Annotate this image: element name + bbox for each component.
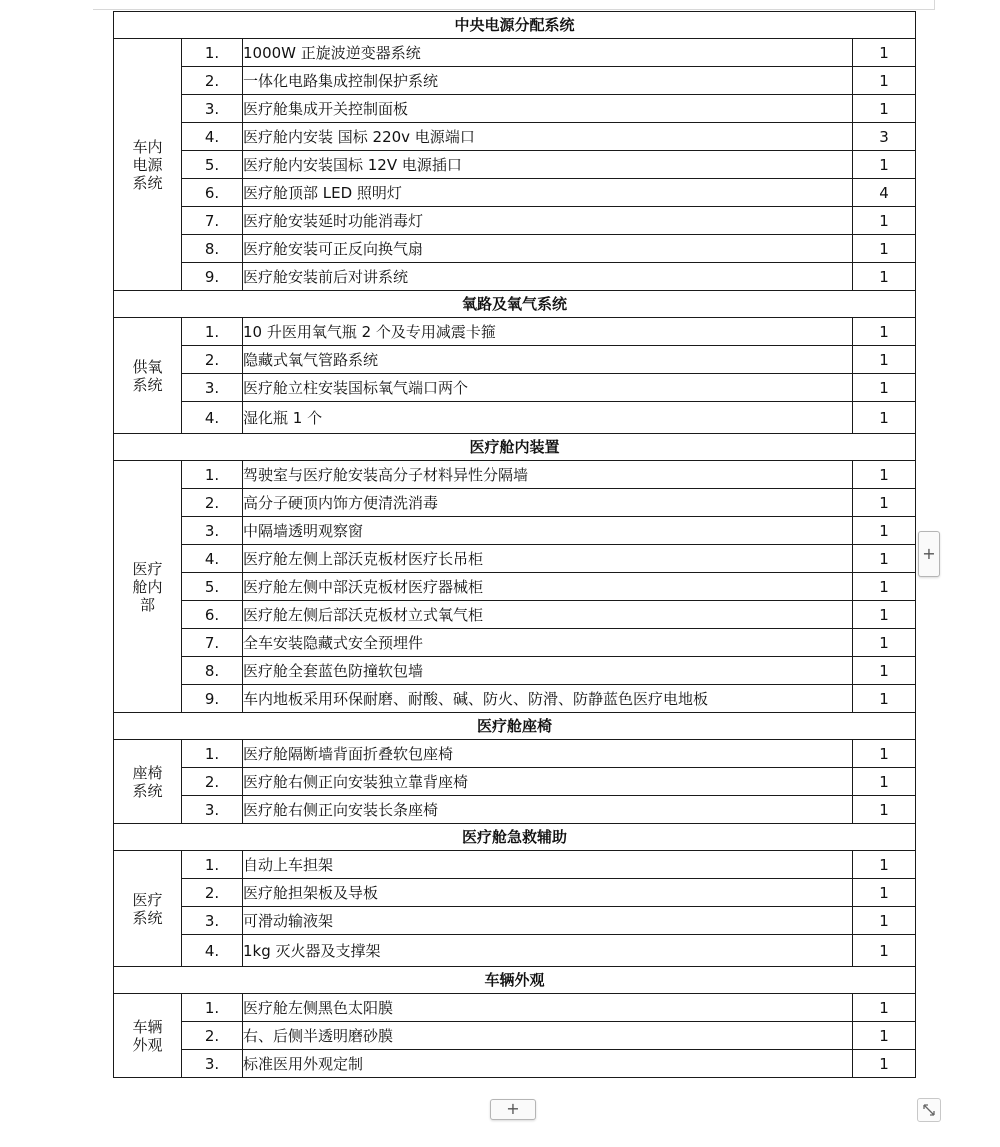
table-row [114,461,916,489]
item-name: 标准医用外观定制 [243,1050,853,1078]
item-quantity: 1 [853,318,916,346]
table-row [114,39,916,67]
item-quantity: 1 [853,994,916,1022]
item-quantity: 1 [853,95,916,123]
table-row [114,517,916,545]
table-row [114,573,916,601]
table-row [114,123,916,151]
item-quantity: 1 [853,207,916,235]
item-name: 医疗舱内安装 国标 220v 电源端口 [243,123,853,151]
item-quantity: 1 [853,740,916,768]
item-number: 2. [182,879,243,907]
item-name: 医疗舱右侧正向安装独立靠背座椅 [243,768,853,796]
item-number: 1. [182,461,243,489]
item-number: 4. [182,123,243,151]
item-number: 3. [182,517,243,545]
item-name: 高分子硬顶内饰方便清洗消毒 [243,489,853,517]
add-column-button[interactable]: + [918,531,940,577]
table-row [114,629,916,657]
item-name: 车内地板采用环保耐磨、耐酸、碱、防火、防滑、防静蓝色医疗电地板 [243,685,853,713]
item-name: 驾驶室与医疗舱安装高分子材料异性分隔墙 [243,461,853,489]
table-row [114,657,916,685]
item-name: 中隔墙透明观察窗 [243,517,853,545]
item-number: 8. [182,657,243,685]
table-row [114,935,916,967]
item-quantity: 1 [853,796,916,824]
item-quantity: 1 [853,768,916,796]
item-number: 2. [182,1022,243,1050]
item-quantity: 1 [853,601,916,629]
table-row [114,907,916,935]
category-cell [114,851,182,967]
table-row [114,851,916,879]
table-row [114,768,916,796]
item-number: 1. [182,39,243,67]
item-number: 9. [182,263,243,291]
item-quantity: 1 [853,851,916,879]
item-name: 医疗舱左侧中部沃克板材医疗器械柜 [243,573,853,601]
item-name: 一体化电路集成控制保护系统 [243,67,853,95]
category-label: 车内 电源 系统 [132,137,163,192]
item-number: 4. [182,545,243,573]
item-name: 可滑动输液架 [243,907,853,935]
item-name: 自动上车担架 [243,851,853,879]
item-quantity: 1 [853,67,916,95]
item-number: 9. [182,685,243,713]
item-number: 3. [182,796,243,824]
category-cell [114,740,182,824]
item-number: 5. [182,151,243,179]
item-number: 7. [182,207,243,235]
table-row [114,601,916,629]
item-name: 医疗舱左侧黑色太阳膜 [243,994,853,1022]
item-quantity: 1 [853,685,916,713]
item-name: 10 升医用氧气瓶 2 个及专用减震卡箍 [243,318,853,346]
item-number: 1. [182,740,243,768]
item-number: 3. [182,1050,243,1078]
table-row [114,545,916,573]
item-quantity: 1 [853,517,916,545]
category-cell [114,994,182,1078]
item-quantity: 1 [853,879,916,907]
table-row [114,67,916,95]
table-row [114,489,916,517]
item-quantity: 1 [853,489,916,517]
item-quantity: 1 [853,39,916,67]
item-number: 2. [182,768,243,796]
category-cell [114,318,182,434]
item-number: 1. [182,318,243,346]
item-quantity: 1 [853,235,916,263]
item-quantity: 1 [853,573,916,601]
item-quantity: 1 [853,1050,916,1078]
item-quantity: 1 [853,545,916,573]
page-top-edge [93,9,935,10]
item-name: 1000W 正旋波逆变器系统 [243,39,853,67]
table-row [114,740,916,768]
equipment-spec-table [113,11,916,1078]
section-title: 中央电源分配系统 [114,12,916,39]
section-header-row [114,12,916,39]
section-header-row [114,434,916,461]
item-number: 6. [182,179,243,207]
item-number: 4. [182,935,243,967]
item-name: 1kg 灭火器及支撑架 [243,935,853,967]
table-row [114,235,916,263]
item-name: 医疗舱隔断墙背面折叠软包座椅 [243,740,853,768]
item-number: 7. [182,629,243,657]
item-quantity: 4 [853,179,916,207]
resize-diagonal-icon [918,1099,940,1121]
item-name: 医疗舱安装前后对讲系统 [243,263,853,291]
item-quantity: 1 [853,263,916,291]
item-name: 医疗舱全套蓝色防撞软包墙 [243,657,853,685]
item-quantity: 1 [853,346,916,374]
section-header-row [114,291,916,318]
add-row-button[interactable]: + [490,1099,536,1120]
item-number: 4. [182,402,243,434]
category-label: 供氧 系统 [132,357,163,394]
table-row [114,263,916,291]
item-name: 医疗舱安装可正反向换气扇 [243,235,853,263]
table-row [114,402,916,434]
item-quantity: 1 [853,629,916,657]
item-quantity: 1 [853,461,916,489]
item-number: 8. [182,235,243,263]
category-cell [114,461,182,713]
item-quantity: 1 [853,374,916,402]
table-row [114,796,916,824]
item-name: 医疗舱顶部 LED 照明灯 [243,179,853,207]
item-quantity: 1 [853,657,916,685]
category-label: 车辆 外观 [132,1017,163,1054]
item-name: 医疗舱立柱安装国标氧气端口两个 [243,374,853,402]
table-row [114,1050,916,1078]
table-row [114,994,916,1022]
item-name: 医疗舱左侧上部沃克板材医疗长吊柜 [243,545,853,573]
table-row [114,151,916,179]
item-number: 2. [182,489,243,517]
table-row [114,95,916,123]
item-number: 2. [182,346,243,374]
item-name: 医疗舱集成开关控制面板 [243,95,853,123]
table-row [114,685,916,713]
table-row [114,346,916,374]
item-name: 湿化瓶 1 个 [243,402,853,434]
item-name: 全车安装隐藏式安全预埋件 [243,629,853,657]
category-cell [114,39,182,291]
category-label: 医疗 系统 [132,890,163,927]
table-row [114,207,916,235]
section-title: 医疗舱急救辅助 [114,824,916,851]
category-label: 座椅 系统 [132,763,163,800]
item-name: 医疗舱左侧后部沃克板材立式氧气柜 [243,601,853,629]
section-title: 车辆外观 [114,967,916,994]
table-row [114,1022,916,1050]
item-number: 5. [182,573,243,601]
section-header-row [114,824,916,851]
item-name: 医疗舱担架板及导板 [243,879,853,907]
section-header-row [114,713,916,740]
item-name: 医疗舱安装延时功能消毒灯 [243,207,853,235]
item-number: 1. [182,994,243,1022]
item-quantity: 1 [853,151,916,179]
item-name: 隐藏式氧气管路系统 [243,346,853,374]
section-header-row [114,967,916,994]
item-number: 3. [182,907,243,935]
item-number: 1. [182,851,243,879]
item-quantity: 1 [853,1022,916,1050]
item-quantity: 1 [853,935,916,967]
item-quantity: 1 [853,402,916,434]
table-row [114,374,916,402]
item-number: 3. [182,95,243,123]
item-quantity: 3 [853,123,916,151]
section-title: 医疗舱座椅 [114,713,916,740]
item-name: 医疗舱右侧正向安装长条座椅 [243,796,853,824]
item-quantity: 1 [853,907,916,935]
item-number: 3. [182,374,243,402]
item-name: 医疗舱内安装国标 12V 电源插口 [243,151,853,179]
item-name: 右、后侧半透明磨砂膜 [243,1022,853,1050]
section-title: 医疗舱内装置 [114,434,916,461]
item-number: 6. [182,601,243,629]
table-resize-handle[interactable] [917,1098,941,1122]
table-row [114,879,916,907]
item-number: 2. [182,67,243,95]
table-row [114,318,916,346]
page-right-edge [934,0,935,10]
table-row [114,179,916,207]
section-title: 氧路及氧气系统 [114,291,916,318]
category-label: 医疗 舱内 部 [132,559,163,614]
